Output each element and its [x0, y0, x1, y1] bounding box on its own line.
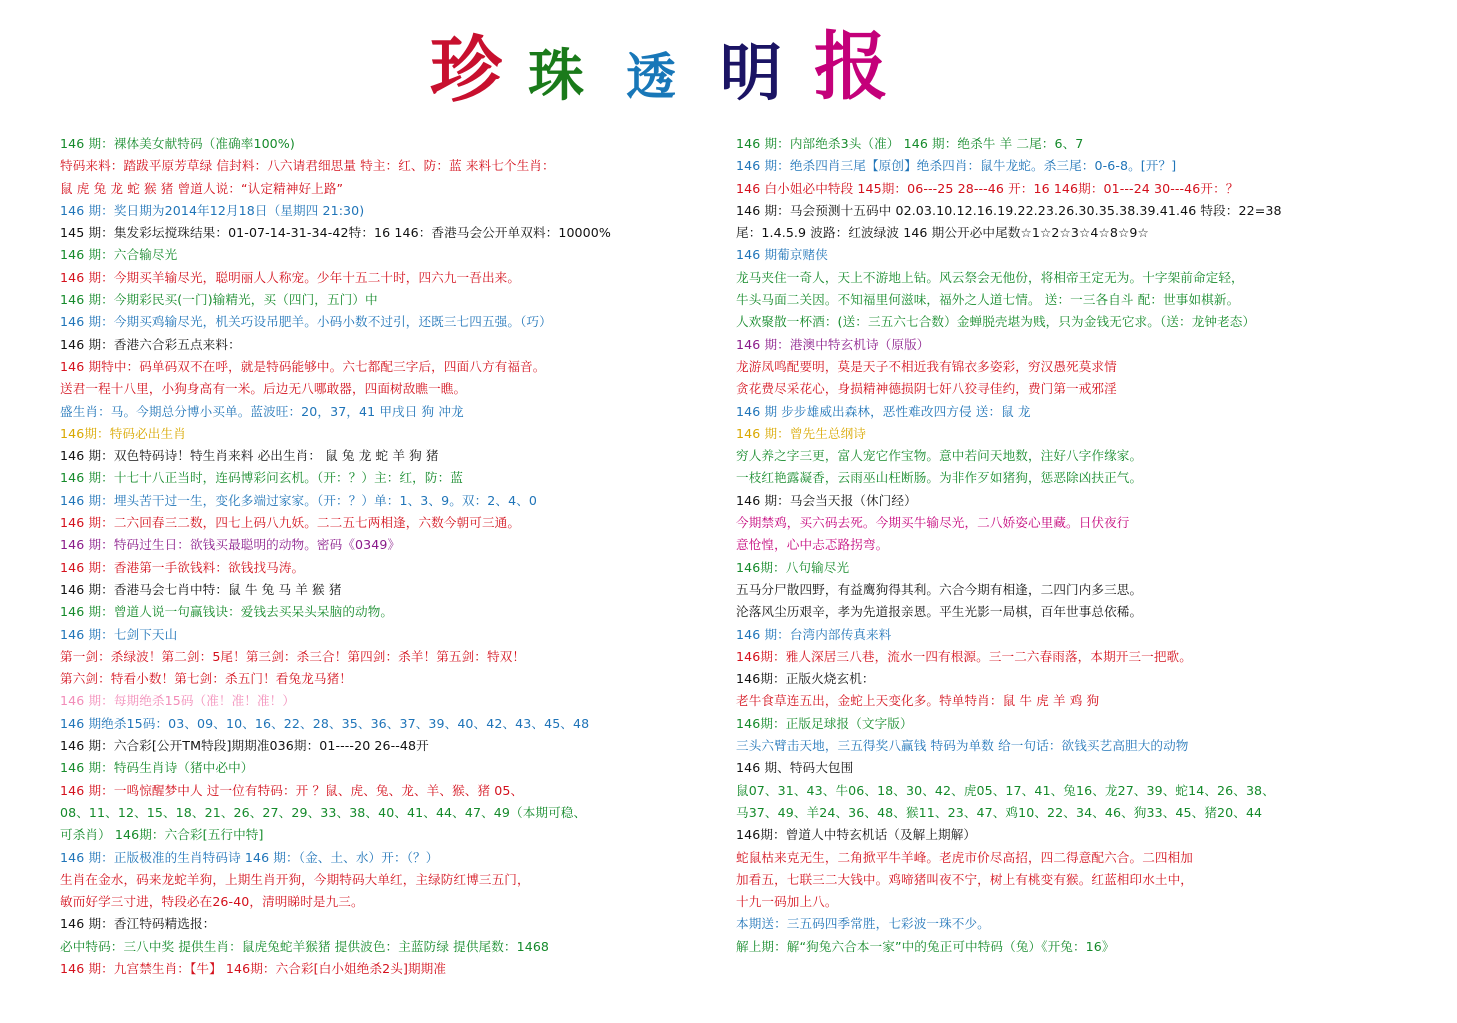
text-line: 146期：曾道人中特玄机话（及解上期解）: [736, 827, 977, 843]
text-line: 敏而好学三寸进，特段必在26-40，清明睇时是九三。: [60, 894, 364, 910]
text-line: 146 期：九宫禁生肖：【牛】 146期：六合彩[白小姐绝杀2头]期期准: [60, 960, 447, 976]
text-line: 146 期：今期彩民买(一门)输精光，买（四门，五门）中: [60, 292, 378, 308]
text-line: 146 期 步步雄威出森林，恶性难改四方侵 送：鼠 龙: [736, 403, 1031, 419]
text-line: 146 期：香港六合彩五点来料：: [60, 336, 241, 352]
text-line: 第一剑：杀绿波！第二剑：5尾！第三剑：杀三合！第四剑：杀羊！第五剑：特双！: [60, 648, 526, 664]
text-line: 146 期：奖日期为2014年12月18日（星期四 21:30): [60, 202, 365, 218]
text-line: 一枝红艳露凝香，云雨巫山枉断肠。为非作歹如猪狗，惩恶除凶扶正气。: [736, 470, 1143, 486]
text-line: 特码来料：踏跋平原芳草绿 信封料：八六请君细思量 特主：红、防：蓝 来料七个生肖：: [60, 158, 555, 174]
text-line: 五马分尸散四野，有益鹰狗得其利。六合今期有相逢，二四门内多三思。: [736, 581, 1143, 597]
text-line: 146 期：双色特码诗！特生肖来料 必出生肖： 鼠 兔 龙 蛇 羊 狗 猪: [60, 448, 439, 464]
text-line: 146 期：一鸣惊醒梦中人 过一位有特码：开 ？鼠、虎、兔、龙、羊、猴、猪 05、: [60, 782, 524, 798]
text-line: 贪花费尽采花心，身损精神德损阴七奸八狡寻佳约，费门第一戒邪淫: [736, 381, 1117, 397]
text-line: 146期：特码必出生肖: [60, 425, 186, 441]
text-line: 老牛食草连五出，金蛇上天变化多。特单特肖：鼠 牛 虎 羊 鸡 狗: [736, 693, 1100, 709]
text-line: 146 期：六合彩[公开TM特段]期期准036期：01----20 26--48开: [60, 738, 429, 754]
text-line: 146 期：港澳中特玄机诗（原版）: [736, 336, 930, 352]
text-line: 146 期：六合输尽光: [60, 247, 178, 263]
text-line: 意怆惶，心中忐忑路拐弯。: [736, 537, 889, 553]
text-line: 146 期绝杀15码：03、09、10、16、22、28、35、36、37、39、40、42、43、45、48: [60, 715, 590, 731]
text-line: 盛生肖：马。今期总分博小买单。蓝波旺：20，37，41 甲戌日 狗 冲龙: [60, 403, 464, 419]
text-line: 146期：雅人深居三八巷，流水一四有根源。三一二六春雨落，本期开三一把歌。: [736, 648, 1192, 664]
text-line: 龙游凤鸣配要明，莫是天子不相近我有锦衣多姿彩，穷汉愚死莫求情: [736, 358, 1117, 374]
text-line: 人欢聚散一杯酒：(送：三五六七合数）金蝉脱壳堪为贱，只为金钱无它求。（送：龙钟老态）: [736, 314, 1256, 330]
text-line: 十九一码加上八。: [736, 894, 838, 910]
title-char: 珍: [430, 27, 503, 112]
text-line: 146 期：绝杀四肖三尾【原创】绝杀四肖：鼠牛龙蛇。杀三尾：0-6-8。[开？]: [736, 158, 1177, 174]
text-line: 146期：正版足球报（文字版）: [736, 715, 913, 731]
text-line: 146 期：内部绝杀3头（准） 146 期：绝杀牛 羊 二尾：6、7: [736, 136, 1084, 151]
text-line: 可杀肖） 146期：六合彩[五行中特]: [60, 827, 264, 843]
text-line: 146 期：特码过生日：欲钱买最聪明的动物。密码《0349》: [60, 537, 401, 553]
title-char: 报: [814, 24, 888, 110]
text-line: 第六剑：特看小数！第七剑：杀五门！看兔龙马猪！: [60, 671, 352, 687]
text-line: 鼠07、31、43、牛06、18、30、42、虎05、17、41、兔16、龙27、39、蛇14、26、38、: [736, 782, 1275, 798]
text-line: 马37、49、羊24、36、48、猴11、23、47、鸡10、22、34、46、狗33、45、猪20、44: [736, 804, 1263, 820]
text-line: 146 期：特码生肖诗（猪中必中）: [60, 760, 254, 776]
text-line: 08、11、12、15、18、21、26、27、29、33、38、40、41、44、47、49（本期可稳、: [60, 804, 587, 820]
text-line: 146 期：二六回春三二数，四七上码八九妖。二二五七两相逢，六数今朝可三通。: [60, 515, 521, 531]
text-line: 146 期：每期绝杀15码（准！准！准！）: [60, 693, 296, 709]
text-line: 146 期：马会当天报（休门经）: [736, 492, 917, 508]
text-line: 146 期特中：码单码双不在呼，就是特码能够中。六七都配三字后，四面八方有福音。: [60, 358, 546, 374]
newspaper-title: [430, 24, 990, 114]
text-line: 生肖在金水，码来龙蛇羊狗，上期生肖开狗，今期特码大单红，主绿防红博三五门，: [60, 871, 530, 887]
text-line: 鼠 虎 兔 龙 蛇 猴 猪 曾道人说：“认定精神好上路”: [60, 180, 344, 196]
text-line: 尾：1.4.5.9 波路：红波绿波 146 期公开必中尾数☆1☆2☆3☆4☆8☆9☆: [736, 225, 1149, 241]
text-line: 146 期：今期买羊输尽光，聪明丽人人称宠。少年十五二十时，四六九一吾出来。: [60, 269, 521, 285]
title-char: 明: [720, 36, 783, 109]
text-line: 必中特码：三八中奖 提供生肖：鼠虎兔蛇羊猴猪 提供波色：主蓝防绿 提供尾数：1468: [60, 938, 550, 954]
text-line: 146 白小姐必中特段 145期：06---25 28---46 开：16 146期：01---24 30---46开：？: [736, 180, 1239, 196]
text-line: 三头六臂击天地，三五得奖八赢钱 特码为单数 给一句话：欲钱买艺高胆大的动物: [736, 738, 1189, 754]
text-line: 146 期：正版极准的生肖特码诗 146 期：（金、土、水）开：（？）: [60, 849, 439, 865]
text-line: 146 期：香江特码精选报：: [60, 916, 216, 932]
title-char: 珠: [528, 43, 584, 109]
text-line: 牛头马面二关因。不知福里何滋味，福外之人道七情。 送：一三各自斗 配：世事如棋新。: [736, 292, 1240, 308]
text-line: 146 期、特码大包围: [736, 760, 854, 776]
text-line: 本期送：三五码四季常胜，七彩波一珠不少。: [736, 916, 990, 932]
text-line: 146 期：七剑下天山: [60, 626, 178, 642]
text-line: 146 期：马会预测十五码中 02.03.10.12.16.19.22.23.26.30.35.38.39.41.46 特段：22=38: [736, 202, 1282, 218]
text-line: 146期：八句输尽光: [736, 559, 850, 575]
text-line: 加看五，七联三二大钱中。鸡啼猪叫夜不宁，树上有桃变有猴。红蓝相印水土中，: [736, 871, 1193, 887]
text-line: 145 期：集发彩坛搅珠结果：01-07-14-31-34-42特：16 146：香港马会公开单双料：10000%: [60, 225, 611, 241]
text-line: 146 期葡京赌侠: [736, 247, 828, 263]
text-line: 146 期：曾先生总纲诗: [736, 425, 866, 441]
text-line: 穷人养之字三更，富人宠它作宝物。意中若问天地数，注好八字作缘家。: [736, 448, 1143, 464]
text-line: 146 期：十七十八正当时，连码博彩问玄机。（开：？）主：红，防：蓝: [60, 470, 463, 486]
text-line: 146 期：香港马会七肖中特：鼠 牛 兔 马 羊 猴 猪: [60, 581, 342, 597]
text-line: 146 期：埋头苦干过一生，变化多端过家家。（开：？）单：1、3、9。双：2、4、0: [60, 492, 538, 508]
text-line: 沦落风尘历艰辛，孝为先道报亲恩。平生光影一局棋，百年世事总依稀。: [736, 604, 1143, 620]
title-char: 透: [626, 47, 676, 106]
text-line: 146 期：香港第一手欲钱料：欲钱找马涛。: [60, 559, 305, 575]
text-line: 蛇鼠枯来克无生，二角掀平牛羊峰。老虎市价尽高招，四二得意配六合。二四相加: [736, 849, 1193, 865]
text-line: 146 期：台湾内部传真来料: [736, 626, 892, 642]
text-line: 146 期：曾道人说一句赢钱诀：爱钱去买呆头呆脑的动物。: [60, 604, 394, 620]
text-line: 送君一程十八里，小狗身高有一米。后边无八哪敢器，四面树敌瞧一瞧。: [60, 381, 467, 397]
left-column: [60, 133, 740, 980]
text-line: 146 期：裸体美女献特码（准确率100%): [60, 136, 295, 151]
right-column: [736, 133, 1426, 958]
text-line: 龙马夹住一奇人，天上不游地上钻。风云祭会无他份，将相帝王定无为。十字架前命定轻，: [736, 269, 1244, 285]
text-line: 解上期：解“狗兔六合本一家”中的兔正可中特码（兔）《开兔：16》: [736, 938, 1115, 954]
text-line: 146期：正版火烧玄机：: [736, 671, 875, 687]
text-line: 146 期：今期买鸡输尽光，机关巧设吊肥羊。小码小数不过引，还既三七四五强。（巧）: [60, 314, 552, 330]
text-line: 今期禁鸡，买六码去死。今期买牛输尽光，二八娇姿心里藏。日伏夜行: [736, 515, 1130, 531]
